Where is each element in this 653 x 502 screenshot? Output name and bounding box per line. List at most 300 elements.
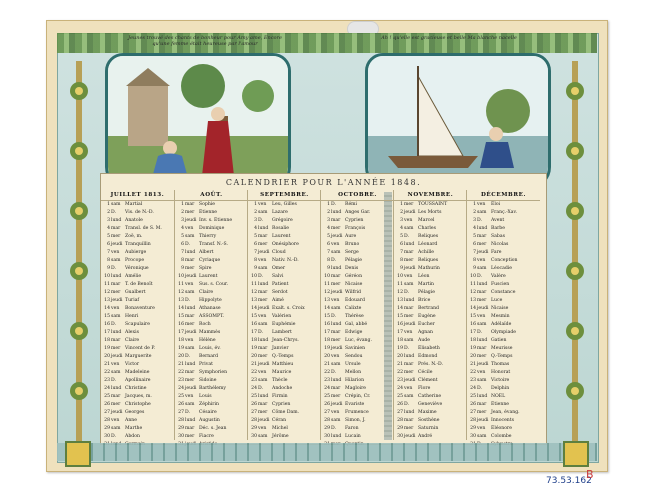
weekday: jeudi [404,210,416,215]
saint-name: Marcel [418,218,435,223]
saint-name: Adélaïde [491,322,512,327]
saint-name: Grégoire [272,218,293,223]
day-row [467,425,540,433]
saint-name: Sendou [345,354,363,359]
weekday: lund [404,354,415,359]
saint-name: Pélagie [418,290,435,295]
day-row [101,433,174,441]
weekday: ven [185,338,194,343]
weekday: mar [185,202,195,207]
weekday: ven [185,226,194,231]
day-number: 23 [324,378,330,383]
day-number: 27 [324,410,330,415]
saint-name: Georges [125,410,145,415]
day-row [175,377,248,385]
day-row [394,425,467,433]
day-row [321,353,394,361]
saint-name: Maxime [418,410,437,415]
day-row [467,257,540,265]
day-number: 18 [178,338,184,343]
day-row [467,393,540,401]
day-row [175,433,248,441]
weekday: mar [404,418,414,423]
saint-name: Luce [491,298,503,303]
day-row [394,217,467,225]
day-number: 20 [397,354,403,359]
weekday: jeudi [477,362,489,367]
weekday: jeudi [477,306,489,311]
weekday: D. [111,210,116,215]
weekday: jeudi [185,386,197,391]
saint-name: Ursule [345,362,361,367]
day-row [175,233,248,241]
day-row [101,337,174,345]
day-row [248,249,321,257]
saint-name: Claire [125,338,140,343]
day-row [175,201,248,209]
saint-name: Hilarion [345,378,365,383]
day-number: 13 [397,298,403,303]
saint-name: Léocadie [491,266,512,271]
weekday: jeudi [111,298,123,303]
day-number: 17 [470,330,476,335]
saint-name: TOUSSAINT [418,202,448,207]
weekday: jeudi [185,274,197,279]
day-number: 21 [324,362,330,367]
day-row [101,369,174,377]
corner-ornament-left [65,441,91,467]
weekday: lund [477,282,488,287]
saint-name: Firmin [272,394,288,399]
day-row [175,289,248,297]
day-row [175,265,248,273]
saint-name: Rosalie [272,226,289,231]
saint-name: Martial [125,202,143,207]
weekday: D. [258,274,263,279]
saint-name: Gualbert [125,290,146,295]
day-row [175,353,248,361]
day-number: 8 [473,258,476,263]
day-row [394,337,467,345]
saint-name: Cyprien [345,218,364,223]
day-number: 29 [470,426,476,431]
weekday: D. [477,386,482,391]
day-row [321,313,394,321]
saint-name: Bonaventure [125,306,155,311]
saint-name: Élisabeth [418,346,440,351]
saint-name: Wilfrid [345,290,361,295]
day-number: 1 [181,202,184,207]
saint-name: Anne [125,418,137,423]
inventory-stamp: 73.53.162 [546,476,592,486]
day-number: 7 [473,250,476,255]
weekday: mar [404,250,414,255]
day-row [321,369,394,377]
day-number: 7 [107,250,110,255]
day-number: 14 [470,306,476,311]
calendar-card [46,20,608,472]
weekday: lund [185,418,196,423]
saint-name: Constance [491,290,516,295]
weekday: jeudi [111,354,123,359]
saint-name: Transf. N.-S. [199,242,228,247]
day-number: 18 [397,338,403,343]
day-number: 16 [104,322,110,327]
day-number: 10 [397,274,403,279]
weekday: mer [404,370,414,375]
day-row [175,297,248,305]
saint-name: Hélène [199,338,216,343]
day-number: 24 [251,386,257,391]
saint-name: Turiaf [125,298,140,303]
day-number: 28 [397,418,403,423]
saint-name: Laurent [272,234,291,239]
day-row [101,209,174,217]
day-number: 14 [324,306,330,311]
day-row [101,353,174,361]
weekday: mer [185,266,195,271]
month-column [393,190,467,440]
saint-name: Faron [345,426,359,431]
weekday: ven [331,410,340,415]
day-number: 12 [178,290,184,295]
day-number: 25 [251,394,257,399]
day-number: 19 [251,346,257,351]
right-poem: Ah ! qu'elle est gracieuse et belle Ma blanche nacelle [381,35,517,41]
day-row [394,409,467,417]
day-number: 20 [178,354,184,359]
weekday: mar [477,402,487,407]
day-number: 26 [397,402,403,407]
saint-name: Scapulaire [125,322,150,327]
saint-name: Zéphirin [199,402,219,407]
day-number: 22 [324,370,330,375]
day-number: 30 [178,434,184,439]
saint-name: Madeleine [125,370,150,375]
day-row [101,425,174,433]
day-row [467,377,540,385]
day-row [101,273,174,281]
day-number: 13 [251,298,257,303]
saint-name: Victor [125,362,140,367]
weekday: lund [404,242,415,247]
day-row [394,417,467,425]
saint-name: Serdot [272,290,288,295]
day-number: 24 [178,386,184,391]
day-row [248,417,321,425]
weekday: sam [185,402,195,407]
day-row [321,385,394,393]
day-row [101,249,174,257]
saint-name: Fuscien [491,282,510,287]
saint-name: Thomas [491,362,510,367]
saint-name: Albert [199,250,214,255]
saint-name: Tranquillin [125,242,151,247]
saint-name: Andoche [272,386,293,391]
weekday: mer [111,346,121,351]
day-row [175,241,248,249]
day-row [394,265,467,273]
weekday: sam [185,234,195,239]
day-number: 23 [470,378,476,383]
day-number: 17 [251,330,257,335]
saint-name: Privat [199,362,213,367]
day-number: 30 [104,434,110,439]
day-row [175,273,248,281]
day-row [175,225,248,233]
day-number: 22 [178,370,184,375]
saint-name: Mathurin [418,266,440,271]
weekday: mer [331,394,341,399]
day-row [101,393,174,401]
day-row [101,401,174,409]
saint-name: Nativ. N.-D. [272,258,299,263]
day-row [175,337,248,345]
day-number: 2 [327,210,330,215]
weekday: D. [185,242,190,247]
day-row [248,257,321,265]
weekday: sam [477,434,487,439]
day-row [467,273,540,281]
day-row [321,425,394,433]
day-number: 14 [104,306,110,311]
weekday: mer [258,354,268,359]
weekday: mer [185,210,195,215]
saint-name: Louis [199,394,212,399]
day-number: 18 [324,338,330,343]
day-row [248,289,321,297]
day-number: 13 [178,298,184,303]
weekday: lund [185,250,196,255]
saint-name: Édouard [345,298,365,303]
weekday: sam [258,322,268,327]
day-row [101,241,174,249]
weekday: jeudi [258,362,270,367]
weekday: mar [111,338,121,343]
day-number: 5 [473,234,476,239]
day-number: 2 [400,210,403,215]
day-row [248,337,321,345]
saint-name: Jean, évang. [491,410,520,415]
weekday: lund [258,394,269,399]
corner-ornament-right [563,441,589,467]
day-row [101,233,174,241]
day-row [394,377,467,385]
day-number: 30 [251,434,257,439]
day-row [101,313,174,321]
weekday: D. [111,266,116,271]
day-number: 10 [470,274,476,279]
saint-name: Mammès [199,330,221,335]
day-row [175,425,248,433]
saint-name: Euphémie [272,322,296,327]
weekday: lund [185,306,196,311]
day-number: 8 [254,258,257,263]
weekday: sam [404,394,414,399]
right-vignette [365,53,551,189]
weekday: lund [404,410,415,415]
day-row [321,361,394,369]
day-number: 11 [251,282,257,287]
saint-name: Eucher [418,322,435,327]
day-number: 2 [254,210,257,215]
day-row [321,281,394,289]
saint-name: Mesmin [491,314,510,319]
weekday: lund [477,394,488,399]
day-number: 16 [251,322,257,327]
day-row [394,257,467,265]
weekday: mer [111,290,121,295]
day-number: 21 [104,362,110,367]
day-number: 7 [254,250,257,255]
saint-name: Athanase [199,306,221,311]
month-name: OCTOBRE. [321,190,394,201]
day-row [394,201,467,209]
weekday: mar [111,226,121,231]
day-number: 28 [470,418,476,423]
weekday: mer [185,378,195,383]
saint-name: Brice [418,298,431,303]
day-number: 19 [470,346,476,351]
weekday: mar [258,290,268,295]
day-row [394,273,467,281]
saint-name: Reliques [418,258,439,263]
weekday: mer [477,298,487,303]
weekday: mer [258,410,268,415]
weekday: mar [185,314,195,319]
calendar-panel [100,173,547,445]
weekday: mar [185,426,195,431]
day-row [175,369,248,377]
day-number: 14 [178,306,184,311]
weekday: mer [404,426,414,431]
weekday: ven [258,202,267,207]
saint-name: Mellon [345,370,362,375]
day-row [321,209,394,217]
day-number: 5 [181,234,184,239]
day-number: 11 [470,282,476,287]
day-row [394,209,467,217]
saint-name: Flore [418,386,431,391]
day-row [467,305,540,313]
weekday: mar [258,234,268,239]
weekday: lund [477,338,488,343]
day-number: 19 [104,346,110,351]
day-row [394,233,467,241]
right-ornament-column [557,61,593,451]
weekday: D. [477,218,482,223]
day-row [248,385,321,393]
day-number: 1 [254,202,257,207]
saint-name: Delphin [491,386,510,391]
day-row [175,313,248,321]
day-number: 26 [324,402,330,407]
weekday: jeudi [185,330,197,335]
saint-name: Omer [272,266,286,271]
day-number: 30 [397,434,403,439]
day-row [321,289,394,297]
day-row [175,401,248,409]
weekday: sam [477,322,487,327]
saint-name: Alexis [125,330,139,335]
day-row [467,385,540,393]
weekday: sam [185,290,195,295]
saint-name: Janvier [272,346,289,351]
day-row [394,281,467,289]
weekday: sam [477,378,487,383]
weekday: mar [404,362,414,367]
saint-name: Thérèse [345,314,364,319]
weekday: D. [258,218,263,223]
day-number: 10 [104,274,110,279]
day-number: 3 [473,218,476,223]
day-row [394,305,467,313]
day-number: 5 [107,234,110,239]
day-row [248,361,321,369]
day-row [101,329,174,337]
day-row [394,289,467,297]
day-row [467,353,540,361]
day-row [321,393,394,401]
weekday: jeudi [331,346,343,351]
day-row [467,417,540,425]
weekday: jeudi [258,306,270,311]
day-row [394,345,467,353]
day-number: 8 [107,258,110,263]
day-number: 25 [397,394,403,399]
day-row [248,305,321,313]
saint-name: Apollinaire [125,378,151,383]
day-row [321,265,394,273]
weekday: ven [111,418,120,423]
saint-name: Cloud [272,250,286,255]
weekday: D. [331,202,336,207]
day-row [321,329,394,337]
day-row [248,241,321,249]
weekday: mar [111,282,121,287]
saint-name: Louis, év. [199,346,221,351]
weekday: sam [111,426,121,431]
saint-name: Nicaise [491,306,509,311]
day-row [101,281,174,289]
day-number: 9 [254,266,257,271]
day-number: 29 [251,426,257,431]
day-number: 15 [104,314,110,319]
day-number: 17 [104,330,110,335]
saint-name: Gal, abbé [345,322,368,327]
day-row [394,241,467,249]
weekday: lund [258,282,269,287]
day-number: 22 [251,370,257,375]
day-row [321,241,394,249]
day-number: 24 [470,386,476,391]
weekday: sam [331,250,341,255]
weekday: mer [331,226,341,231]
weekday: D. [331,370,336,375]
day-number: 10 [251,274,257,279]
saint-name: Évariste [345,402,365,407]
saint-name: Denis [345,266,359,271]
saint-name: Exalt. s. Croix [272,306,305,311]
day-row [248,409,321,417]
saint-name: Valérien [272,314,292,319]
weekday: jeudi [404,266,416,271]
day-row [175,305,248,313]
day-row [467,225,540,233]
day-number: 3 [181,218,184,223]
bottom-border [57,443,597,461]
weekday: sam [404,226,414,231]
